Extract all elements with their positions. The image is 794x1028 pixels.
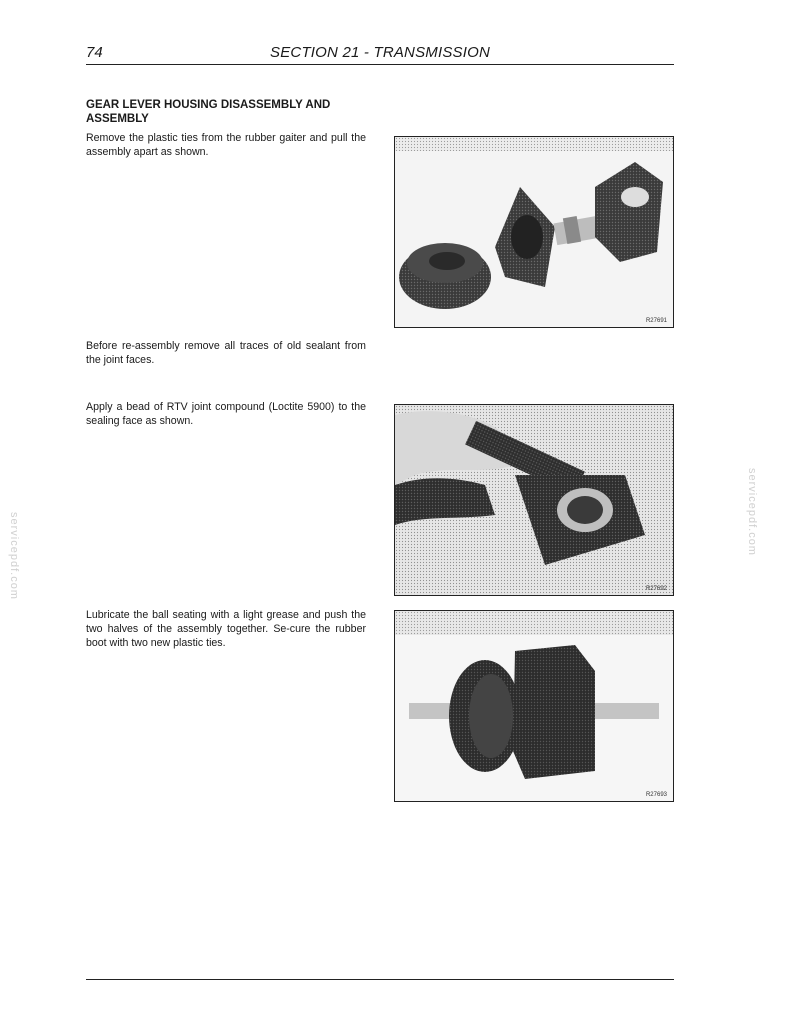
photo-applying-sealant <box>394 404 674 596</box>
page-number: 74 <box>86 44 103 61</box>
photo-assembled-housing <box>394 610 674 802</box>
procedure-heading: GEAR LEVER HOUSING DISASSEMBLY AND ASSEMBLY <box>86 99 331 125</box>
watermark-left: servicepdf.com <box>8 512 20 600</box>
paragraph-apply-rtv: Apply a bead of RTV joint compound (Loctite 5900) to the sealing face as shown. <box>86 401 366 427</box>
section-title: SECTION 21 - TRANSMISSION <box>270 44 491 61</box>
figure-code: R27691 <box>645 318 667 324</box>
watermark-right: servicepdf.com <box>746 468 758 556</box>
figure-code: R27692 <box>645 586 667 592</box>
paragraph-remove-sealant: Before re-assembly remove all traces of old sealant from the joint faces. <box>86 340 366 366</box>
photo-disassembled-housing <box>394 136 674 328</box>
paragraph-lubricate: Lubricate the ball seating with a light grease and push the two halves of the assembly together. Se-cure the rubber boot with two new plastic ties. <box>86 609 366 649</box>
header-rule <box>86 64 674 65</box>
paragraph-remove-ties: Remove the plastic ties from the rubber gaiter and pull the assembly apart as shown. <box>86 132 366 158</box>
footer-rule <box>86 979 674 980</box>
figure-code: R27693 <box>645 792 667 798</box>
